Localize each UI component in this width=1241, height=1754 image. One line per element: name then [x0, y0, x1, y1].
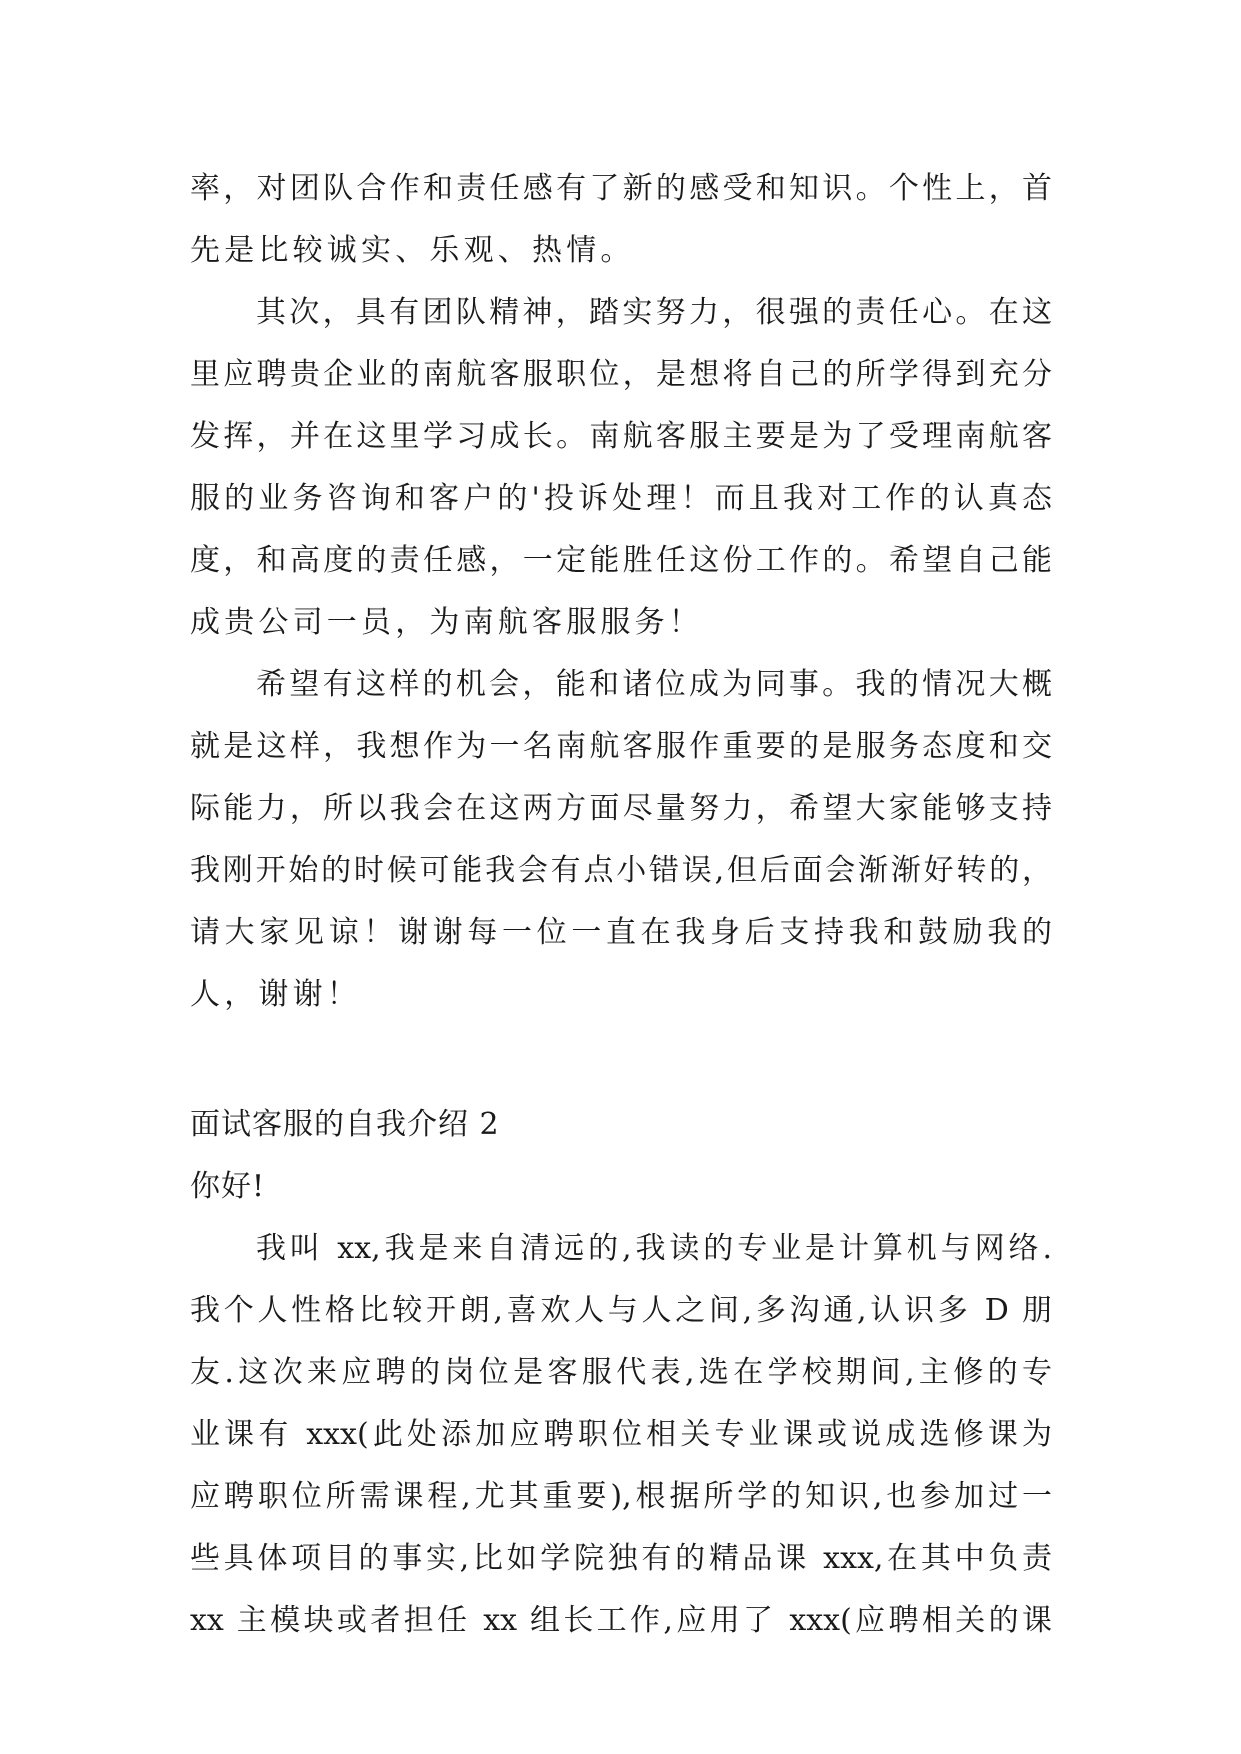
section-gap: [190, 1026, 1052, 1094]
text-line: 度，和高度的责任感，一定能胜任这份工作的。希望自己能: [190, 543, 1052, 578]
text-line: 我个人性格比较开朗,喜欢人与人之间,多沟通,认识多 D 朋: [190, 1293, 1052, 1328]
text-line: 服的业务咨询和客户的'投诉处理！而且我对工作的认真态: [190, 481, 1052, 516]
text-line: 请大家见谅！谢谢每一位一直在我身后支持我和鼓励我的: [190, 915, 1052, 950]
paragraph-1: [190, 158, 1052, 282]
text-line: 些具体项目的事实,比如学院独有的精品课 xxx,在其中负责: [190, 1541, 1052, 1576]
paragraph-2: [190, 282, 1052, 654]
greeting: 你好!: [190, 1169, 266, 1204]
paragraph-3: [190, 654, 1052, 1026]
text-line: 业课有 xxx(此处添加应聘职位相关专业课或说成选修课为: [190, 1417, 1052, 1452]
text-line: 际能力，所以我会在这两方面尽量努力，希望大家能够支持: [190, 791, 1052, 826]
text-line: 就是这样，我想作为一名南航客服作重要的是服务态度和交: [190, 729, 1052, 764]
text-line: 率，对团队合作和责任感有了新的感受和知识。个性上，首: [190, 171, 1052, 206]
text-line: 先是比较诚实、乐观、热情。: [190, 233, 635, 268]
section-title: 面试客服的自我介绍 2: [190, 1107, 500, 1142]
paragraph-4: [190, 1218, 1052, 1652]
text-line: 希望有这样的机会，能和诸位成为同事。我的情况大概: [256, 667, 1052, 702]
text-line: 里应聘贵企业的南航客服职位，是想将自己的所学得到充分: [190, 357, 1052, 392]
text-line: 友.这次来应聘的岗位是客服代表,选在学校期间,主修的专: [190, 1355, 1052, 1390]
text-line: 成贵公司一员，为南航客服服务！: [190, 605, 703, 640]
text-line: 我刚开始的时候可能我会有点小错误,但后面会渐渐好转的，: [190, 853, 1052, 888]
text-line: 人，谢谢！: [190, 977, 361, 1012]
text-line: 我叫 xx,我是来自清远的,我读的专业是计算机与网络.: [256, 1231, 1052, 1266]
text-line: 发挥，并在这里学习成长。南航客服主要是为了受理南航客: [190, 419, 1052, 454]
document-page: [190, 158, 1052, 1652]
text-line: 应聘职位所需课程,尤其重要),根据所学的知识,也参加过一: [190, 1479, 1052, 1514]
text-line: xx 主模块或者担任 xx 组长工作,应用了 xxx(应聘相关的课: [190, 1603, 1052, 1638]
text-line: 其次，具有团队精神，踏实努力，很强的责任心。在这: [256, 295, 1052, 330]
